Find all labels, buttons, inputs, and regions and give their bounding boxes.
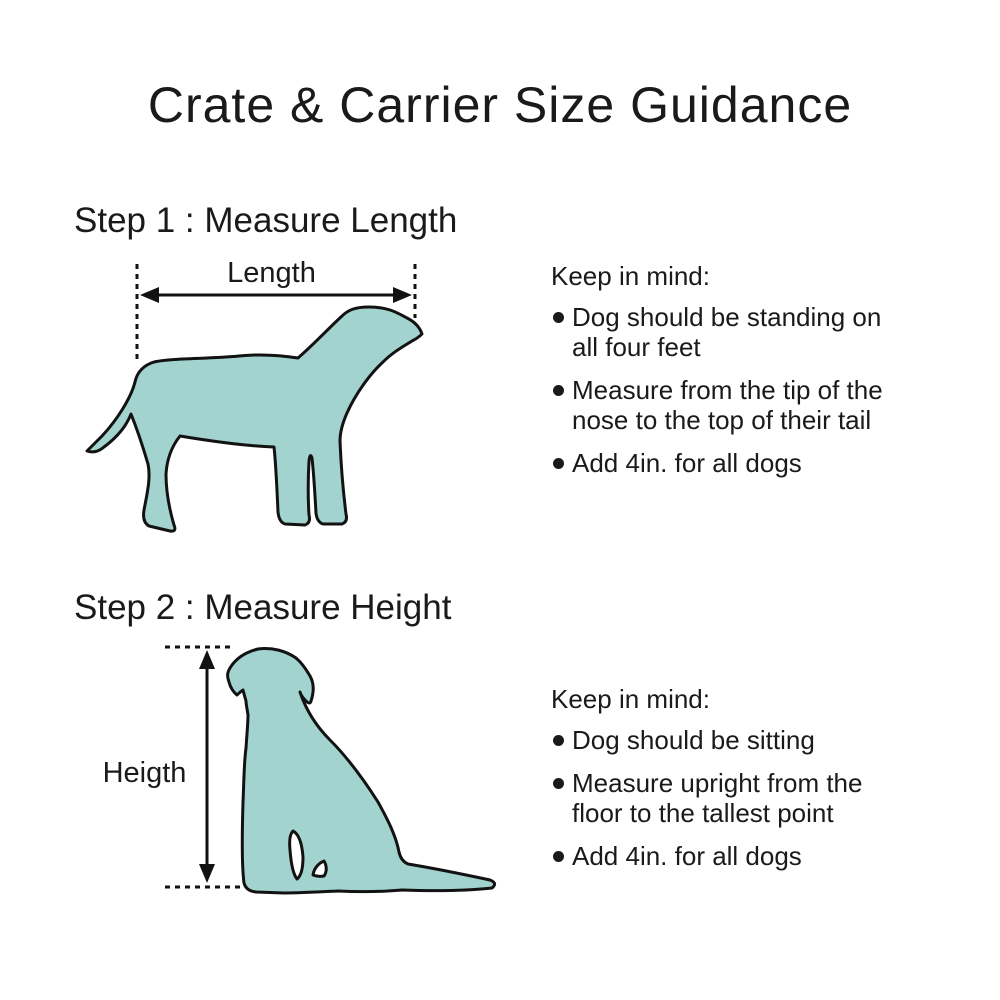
bullet-dot-icon [553,778,564,789]
step2-heading: Step 2 : Measure Height [74,588,452,627]
height-arrowhead-top [199,650,215,669]
height-label: Heigth [102,757,187,789]
sitting-dog-silhouette [228,648,495,893]
list-item [551,375,901,435]
list-item [551,725,901,755]
bullet-dot-icon [553,851,564,862]
list-item [551,448,901,478]
standing-dog-silhouette [87,307,422,531]
bullet-dot-icon [553,312,564,323]
step1-heading: Step 1 : Measure Length [74,201,458,240]
step2-keep-heading: Keep in mind: [551,684,710,714]
page-title: Crate & Carrier Size Guidance [147,77,853,133]
height-arrowhead-bottom [199,864,215,883]
step1-keep-in-mind [551,261,916,491]
step1-bullet-list [551,302,916,478]
step2-keep-in-mind [551,684,916,884]
list-item [551,841,901,871]
list-item [551,768,901,828]
list-item [551,302,901,362]
length-arrowhead-right [393,287,412,303]
length-arrowhead-left [140,287,159,303]
bullet-dot-icon [553,385,564,396]
length-label: Length [227,257,316,289]
standing-dog-figure [60,250,470,550]
bullet-dot-icon [553,458,564,469]
bullet-text: Add 4in. for all dogs [572,448,802,478]
bullet-text: Measure upright from the floor to the tallest point [572,768,863,828]
step2-bullet-list [551,725,916,871]
bullet-text: Measure from the tip of the nose to the top of their tail [572,375,883,435]
bullet-dot-icon [553,735,564,746]
bullet-text: Dog should be standing on all four feet [572,302,882,362]
step1-keep-heading: Keep in mind: [551,261,710,291]
bullet-text: Add 4in. for all dogs [572,841,802,871]
bullet-text: Dog should be sitting [572,725,815,755]
